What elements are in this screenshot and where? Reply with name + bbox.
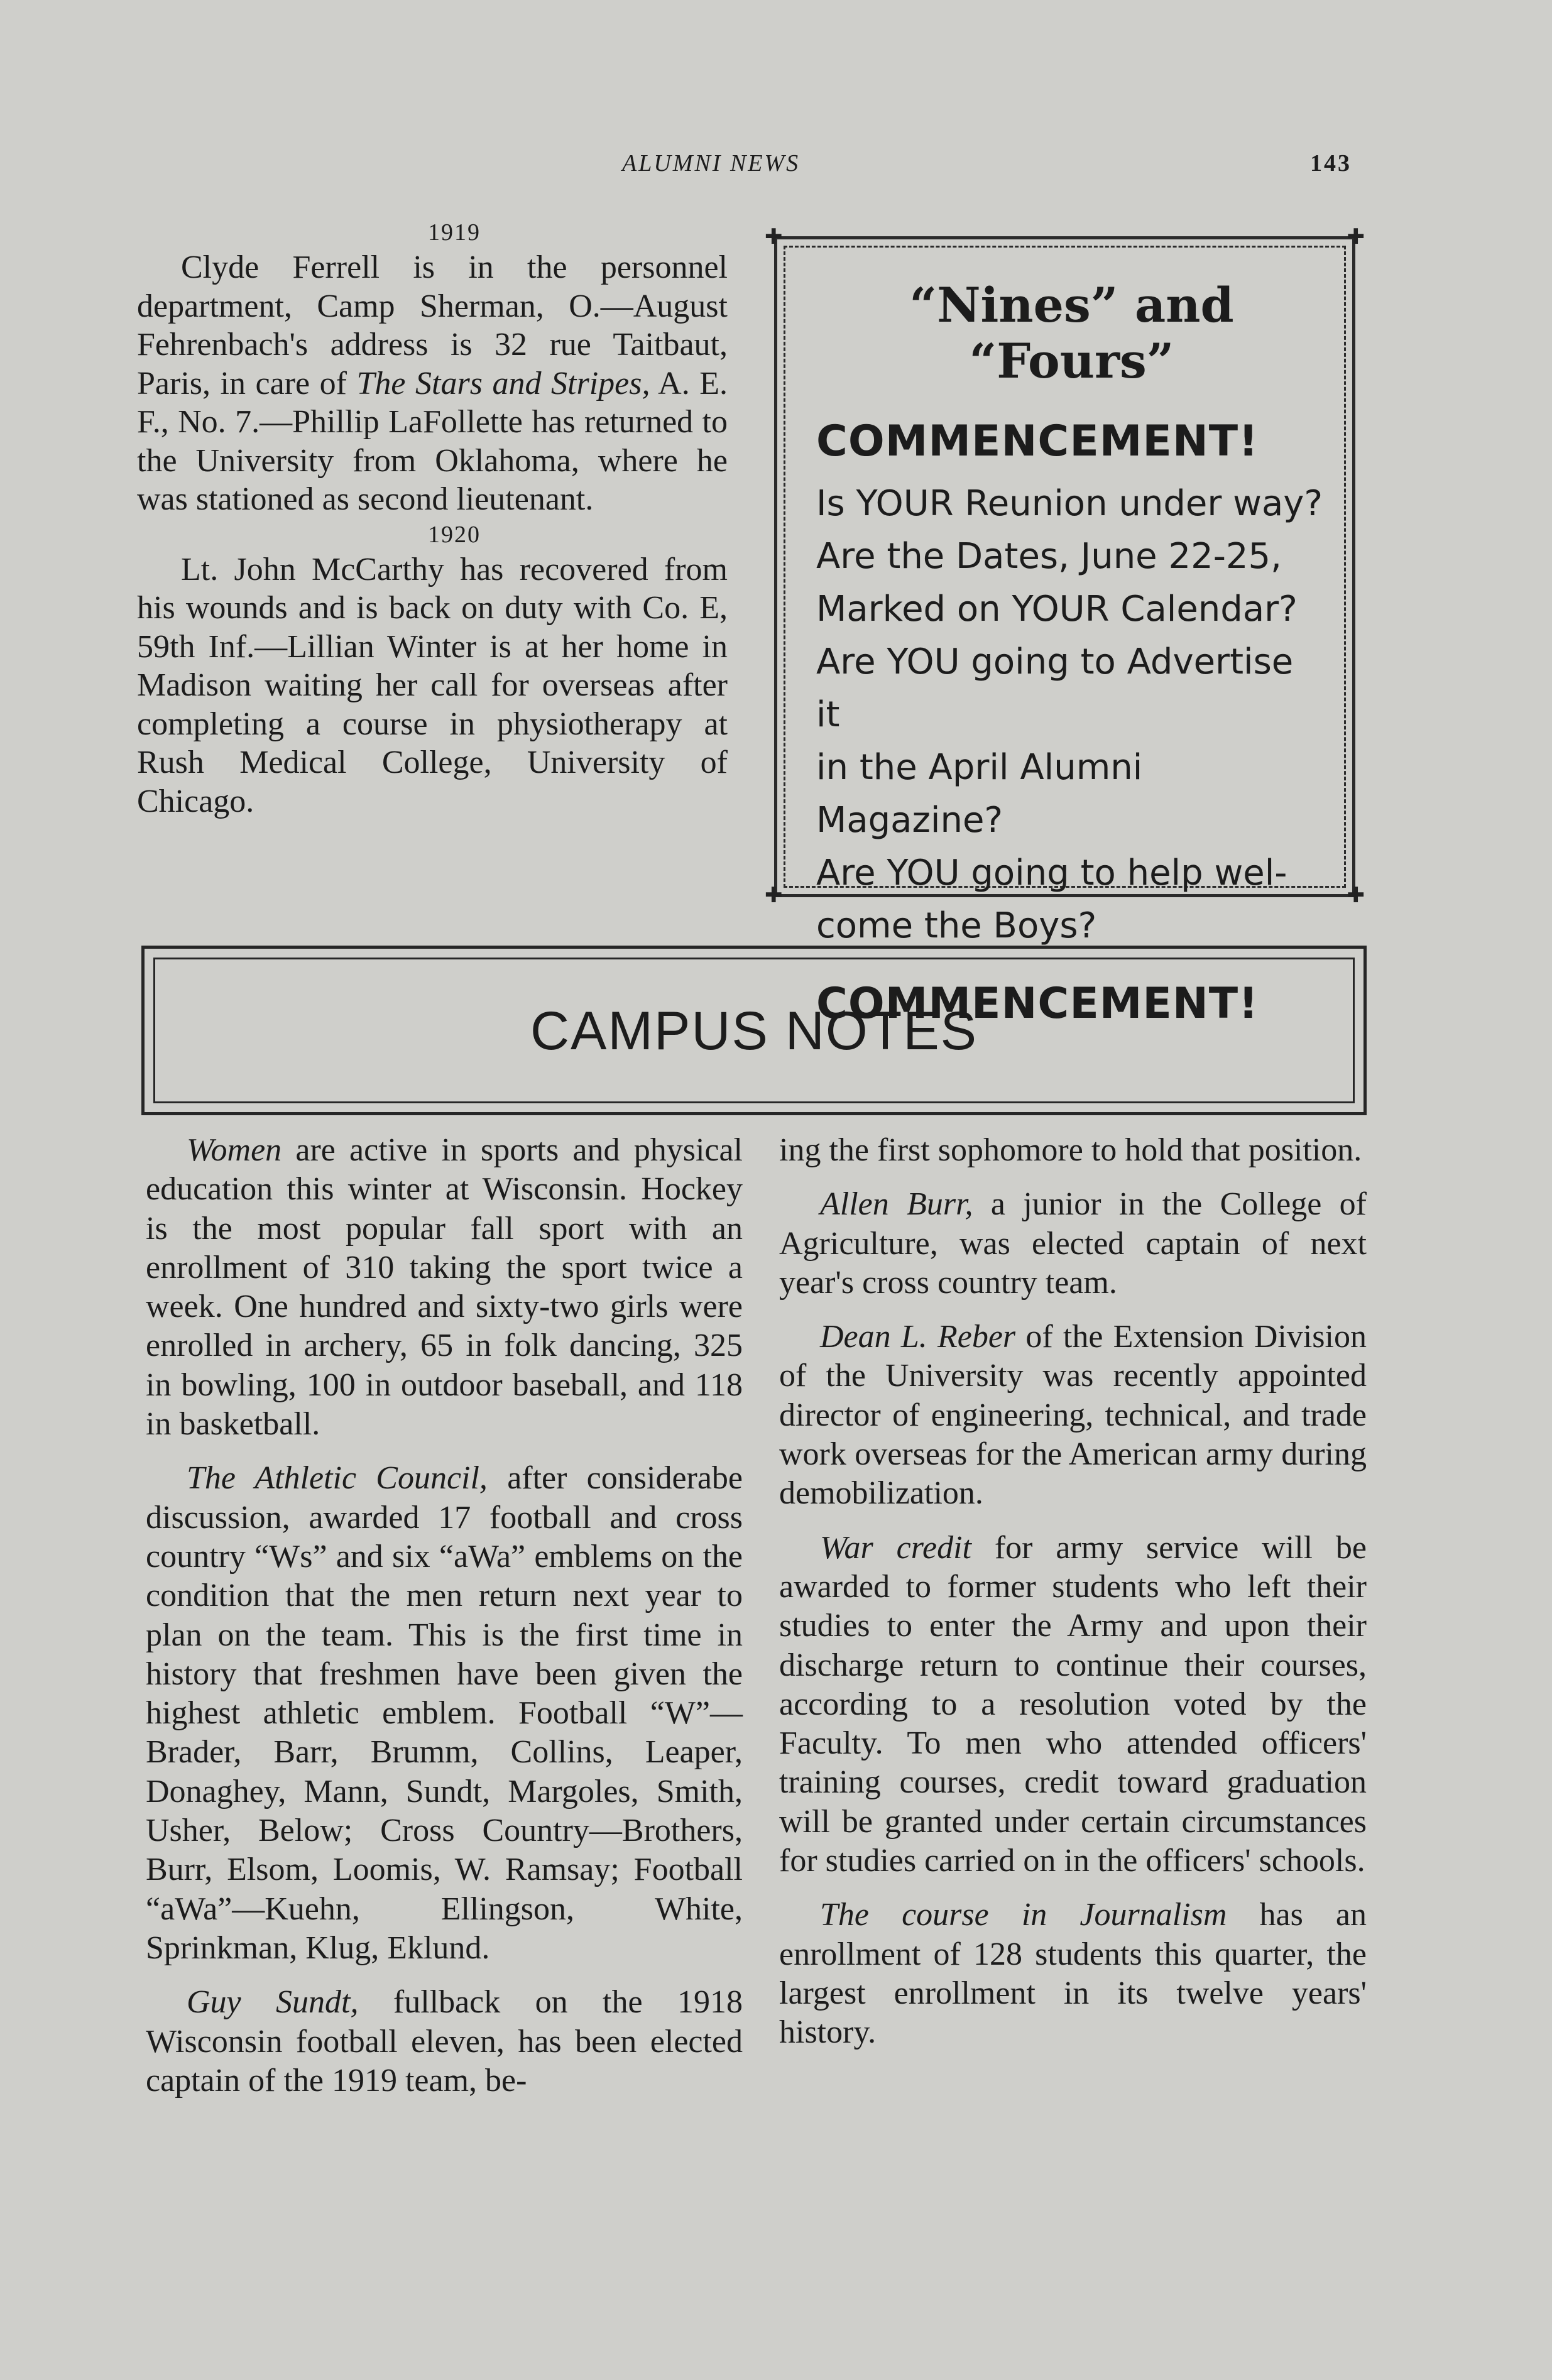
italic-lead: The course in Journalism	[820, 1897, 1227, 1933]
ornament-cross-icon: ✚	[765, 884, 783, 907]
italic-lead: Allen Burr,	[820, 1186, 973, 1223]
running-head	[0, 150, 1552, 187]
news-paragraph: Women are active in sports and physical education this winter at Wisconsin. Hockey is the most popular fall sport with an enrollment of 310 taking the sport twice a week. One hundred and sixty-two girls were enrolled in archery, 65 in folk dancing, 325 in bowling, 100 in outdoor baseball, and 118 in basketball.	[146, 1132, 743, 1443]
class-year: 1920	[428, 521, 481, 548]
ornament-cross-icon: ✚	[1347, 884, 1365, 907]
class-note-text: Clyde Ferrell is in the personnel department, Camp Sherman, O.—August Fehrenbach's address is 32 rue Taitbaut, Paris, in care of The Stars and Stripes, A. E. F., No. 7.—Phillip LaFollette has returned to the University from Oklahoma, where he was stationed as second lieutenant.	[137, 249, 728, 517]
news-paragraph: The Athletic Council, after considerabe discussion, awarded 17 football and cross country “Ws” and six “aWa” emblems on the condition that the men return next year to plan on the team. This is the first time in history that freshmen have been given the highest athletic emblem. Football “W”—Brader, Barr, Brumm, Collins, Leaper, Donaghey, Mann, Sundt, Margoles, Smith, Usher, Below; Cross Country—Brothers, Burr, Elsom, Loomis, W. Ramsay; Football “aWa”—Kuehn, Ellingson, White, Sprinkman, Klug, Eklund.	[146, 1460, 743, 1966]
ornament-cross-icon: ✚	[765, 226, 783, 249]
ad-line: come the Boys?	[816, 905, 1097, 946]
commencement-advertisement	[765, 226, 1365, 1029]
ad-line: Are YOU going to help wel-	[816, 853, 1287, 893]
page-number: 143	[1310, 150, 1352, 177]
italic-lead: War credit	[820, 1529, 971, 1566]
class-notes	[137, 217, 728, 821]
class-note-1919	[137, 217, 728, 519]
class-note-1920	[137, 519, 728, 821]
news-paragraph: The course in Journalism has an enrollment of 128 students this quarter, the largest enrollment in its twelve years' history.	[779, 1897, 1367, 2051]
campus-notes-heading-box	[141, 946, 1367, 1115]
section-title: CAMPUS NOTES	[530, 1001, 978, 1061]
news-paragraph: ing the first sophomore to hold that position.	[779, 1132, 1362, 1168]
ad-line: Marked on YOUR Calendar?	[816, 589, 1298, 630]
news-paragraph: Dean L. Reber of the Extension Division of the University was recently appointed director of engineering, technical, and trade work overseas for the American army during demobilization.	[779, 1319, 1367, 1512]
right-column	[779, 1131, 1367, 2068]
ad-heading: “Nines” and “Fours”	[909, 277, 1234, 389]
class-year: 1919	[428, 219, 481, 246]
italic-lead: The Stars and Stripes,	[356, 365, 650, 401]
news-paragraph: Allen Burr, a junior in the College of Agriculture, was elected captain of next year's cross country team.	[779, 1186, 1367, 1301]
italic-lead: Guy Sundt,	[187, 1984, 359, 2021]
ornament-cross-icon: ✚	[1347, 226, 1365, 249]
italic-lead: Dean L. Reber	[820, 1319, 1016, 1355]
ad-line: Are YOU going to Advertise it	[816, 641, 1294, 735]
news-paragraph: War credit for army service will be awarded to former students who left their studies to enter the Army and upon their discharge return to continue their courses, according to a resolution voted by the Faculty. To men who attended officers' training courses, credit toward graduation will be granted under certain circumstances for studies carried on in the officers' schools.	[779, 1529, 1367, 1879]
ad-banner-bottom: COMMENCEMENT!	[816, 979, 1259, 1029]
ad-content	[816, 277, 1327, 1040]
ad-line: Are the Dates, June 22-25,	[816, 536, 1282, 577]
class-note-text: Lt. John McCarthy has recovered from his wounds and is back on duty with Co. E, 59th Inf.—Lillian Winter is at her home in Madison waiting her call for overseas after completing a course in physiotherapy at Rush Medical College, University of Chicago.	[137, 551, 728, 819]
left-column	[146, 1131, 743, 2115]
ad-line: Is YOUR Reunion under way?	[816, 483, 1323, 524]
italic-lead: The Athletic Council,	[187, 1460, 488, 1497]
ad-banner-top: COMMENCEMENT!	[816, 417, 1259, 466]
italic-lead: Women	[187, 1132, 282, 1168]
running-title: ALUMNI NEWS	[622, 150, 801, 177]
news-paragraph: Guy Sundt, fullback on the 1918 Wisconsin football eleven, has been elected captain of the 1919 team, be-	[146, 1984, 743, 2099]
ad-line: in the April Alumni Magazine?	[816, 747, 1143, 841]
